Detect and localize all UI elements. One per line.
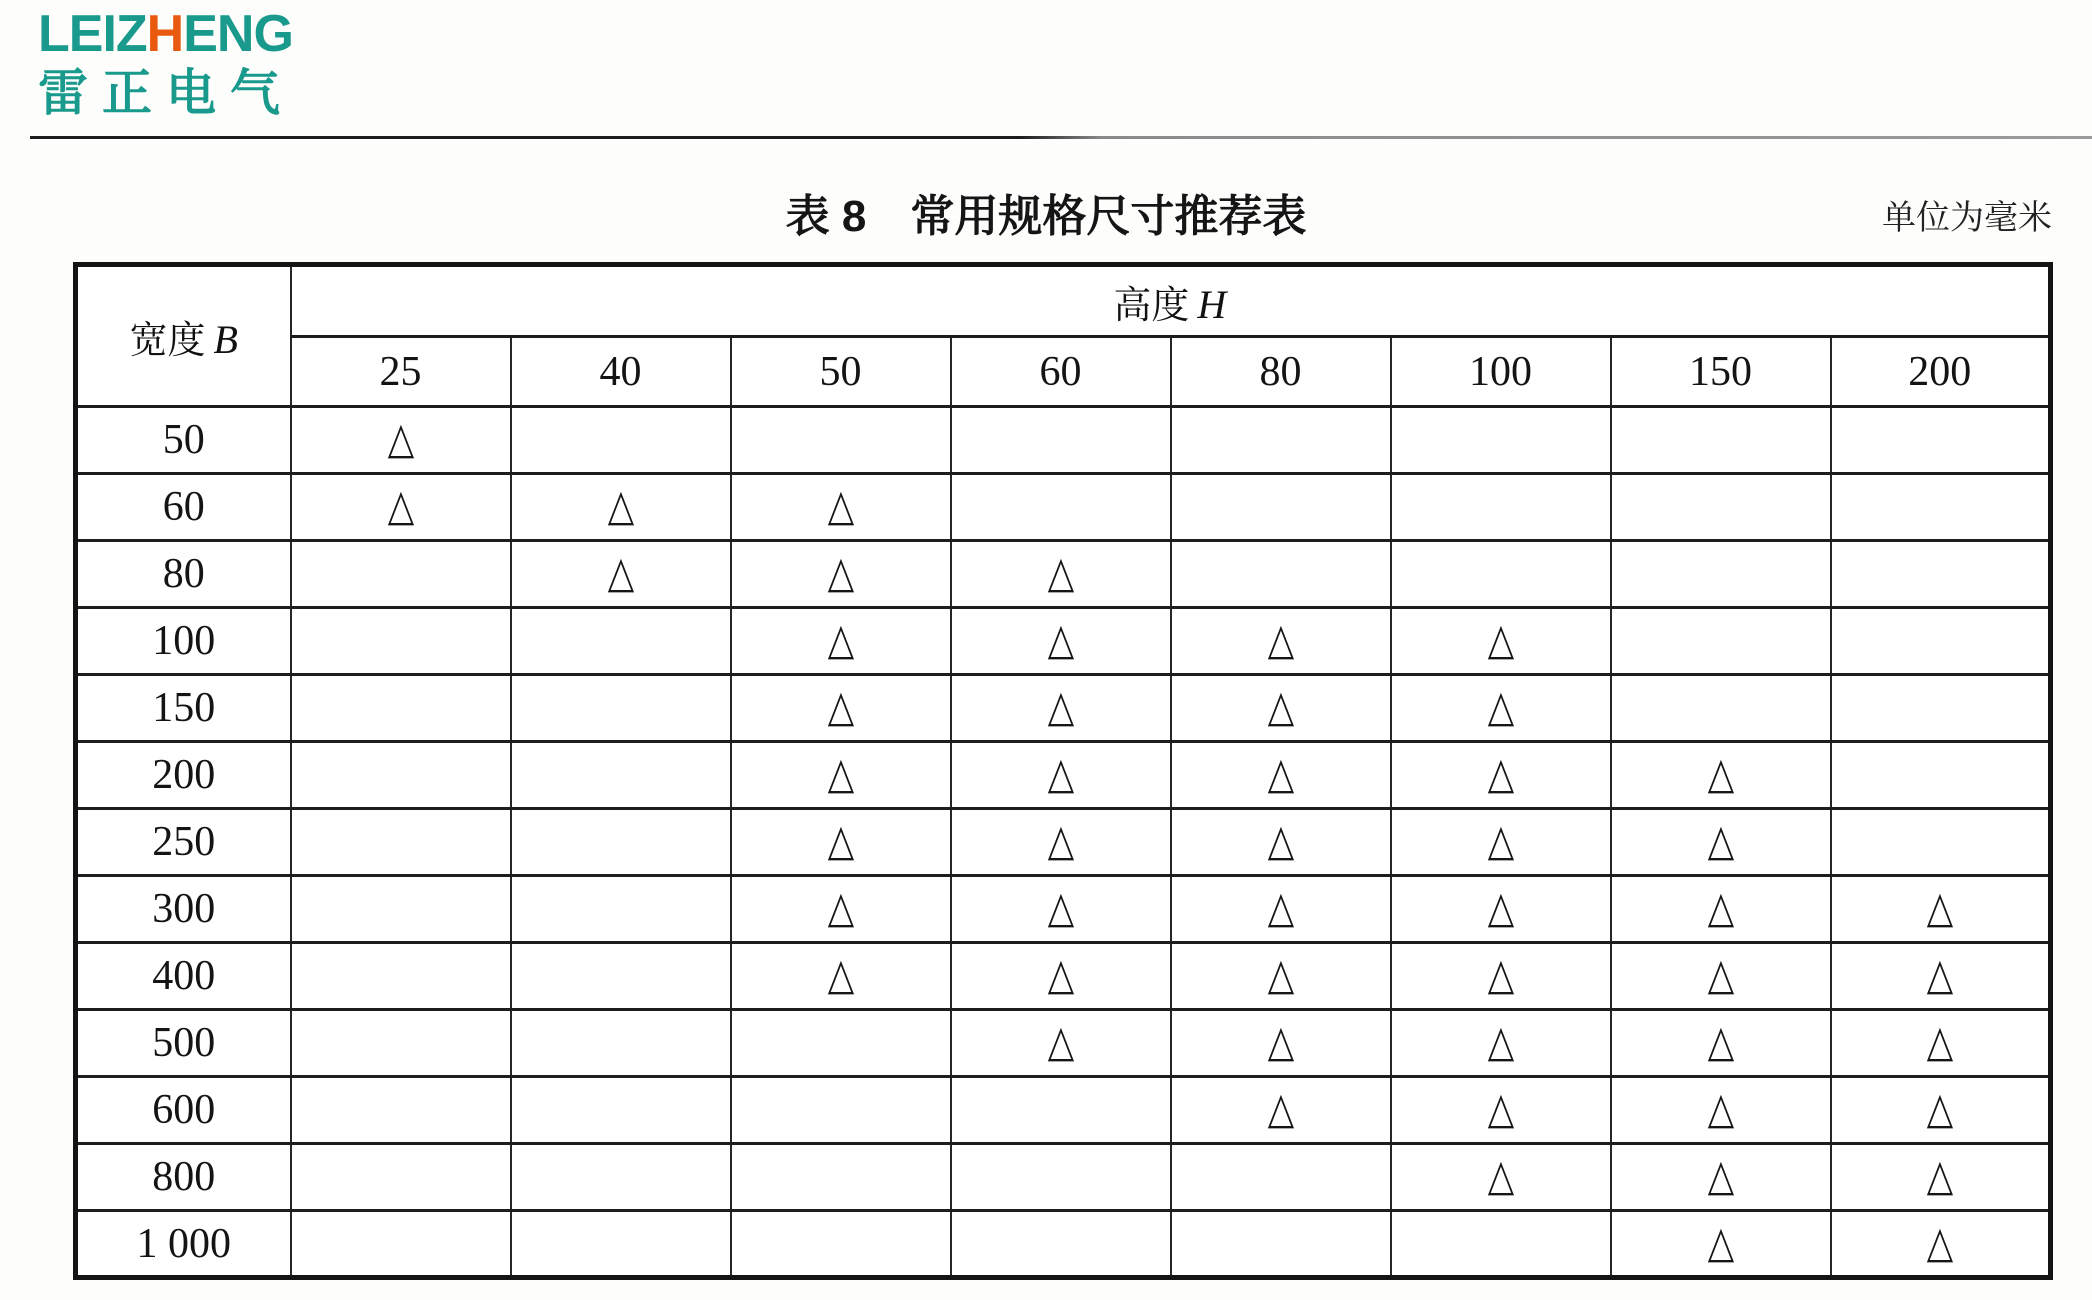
triangle-mark: △ <box>1487 1016 1514 1067</box>
triangle-mark: △ <box>1707 748 1734 799</box>
triangle-mark: △ <box>1047 614 1074 665</box>
mark-cell <box>1171 742 1391 809</box>
mark-cell <box>1171 1077 1391 1144</box>
empty-cell <box>511 1010 731 1077</box>
mark-cell <box>1391 675 1611 742</box>
empty-cell <box>1611 675 1831 742</box>
logo-wordmark <box>38 6 294 62</box>
header-row-span <box>76 265 2051 337</box>
row-label: 200 <box>76 742 291 809</box>
empty-cell <box>731 1077 951 1144</box>
triangle-mark: △ <box>387 413 414 464</box>
mark-cell <box>1171 943 1391 1010</box>
triangle-mark: △ <box>607 480 634 531</box>
empty-cell <box>1391 474 1611 541</box>
triangle-mark: △ <box>1047 748 1074 799</box>
empty-cell <box>951 407 1171 474</box>
mark-cell <box>951 675 1171 742</box>
table-row-100 <box>76 608 2051 675</box>
empty-cell <box>951 1144 1171 1211</box>
mark-cell <box>1391 1144 1611 1211</box>
triangle-mark: △ <box>1487 681 1514 732</box>
empty-cell <box>951 1211 1171 1278</box>
empty-cell <box>1831 541 2051 608</box>
triangle-mark: △ <box>1707 1150 1734 1201</box>
mark-cell <box>1831 1144 2051 1211</box>
empty-cell <box>731 1211 951 1278</box>
triangle-mark: △ <box>1487 1150 1514 1201</box>
empty-cell <box>511 608 731 675</box>
table-row-250 <box>76 809 2051 876</box>
row-label: 80 <box>76 541 291 608</box>
header-divider-line <box>30 136 2092 139</box>
logo-chinese-name: 雷正电气 <box>38 65 294 121</box>
mark-cell <box>731 608 951 675</box>
mark-cell <box>1831 1211 2051 1278</box>
triangle-mark: △ <box>827 681 854 732</box>
mark-cell <box>731 474 951 541</box>
mark-cell <box>1171 876 1391 943</box>
empty-cell <box>291 1144 511 1211</box>
mark-cell <box>1171 675 1391 742</box>
mark-cell <box>1171 608 1391 675</box>
table-row-1000 <box>76 1211 2051 1278</box>
row-label: 150 <box>76 675 291 742</box>
empty-cell <box>1171 1211 1391 1278</box>
mark-cell <box>1831 1010 2051 1077</box>
mark-cell <box>951 809 1171 876</box>
mark-cell <box>1611 1010 1831 1077</box>
triangle-mark: △ <box>387 480 414 531</box>
mark-cell <box>731 809 951 876</box>
triangle-mark: △ <box>1926 1150 1953 1201</box>
empty-cell <box>291 608 511 675</box>
triangle-mark: △ <box>1926 1016 1953 1067</box>
table-row-150 <box>76 675 2051 742</box>
triangle-mark: △ <box>1267 949 1294 1000</box>
width-variable: B <box>213 316 238 362</box>
empty-cell <box>1611 541 1831 608</box>
triangle-mark: △ <box>1707 1083 1734 1134</box>
empty-cell <box>1391 541 1611 608</box>
triangle-mark: △ <box>1707 882 1734 933</box>
mark-cell <box>731 675 951 742</box>
empty-cell <box>1171 407 1391 474</box>
col-header-50: 50 <box>731 337 951 407</box>
mark-cell <box>951 943 1171 1010</box>
empty-cell <box>511 809 731 876</box>
row-label: 100 <box>76 608 291 675</box>
empty-cell <box>1171 1144 1391 1211</box>
mark-cell <box>1391 1077 1611 1144</box>
empty-cell <box>291 809 511 876</box>
empty-cell <box>511 407 731 474</box>
triangle-mark: △ <box>1047 949 1074 1000</box>
triangle-mark: △ <box>827 614 854 665</box>
empty-cell <box>511 675 731 742</box>
mark-cell <box>951 1010 1171 1077</box>
empty-cell <box>1831 675 2051 742</box>
mark-cell <box>1611 809 1831 876</box>
width-column-header <box>76 265 291 407</box>
triangle-mark: △ <box>1487 949 1514 1000</box>
mark-cell <box>511 474 731 541</box>
mark-cell <box>1391 608 1611 675</box>
row-label: 250 <box>76 809 291 876</box>
mark-cell <box>1611 943 1831 1010</box>
table-row-300 <box>76 876 2051 943</box>
table-row-600 <box>76 1077 2051 1144</box>
col-header-100: 100 <box>1391 337 1611 407</box>
triangle-mark: △ <box>1267 815 1294 866</box>
mark-cell <box>1611 742 1831 809</box>
triangle-mark: △ <box>1487 882 1514 933</box>
mark-cell <box>951 742 1171 809</box>
triangle-mark: △ <box>1047 547 1074 598</box>
triangle-mark: △ <box>1267 748 1294 799</box>
table-row-50 <box>76 407 2051 474</box>
mark-cell <box>951 608 1171 675</box>
mark-cell <box>1391 876 1611 943</box>
triangle-mark: △ <box>1047 882 1074 933</box>
mark-cell <box>1391 1010 1611 1077</box>
empty-cell <box>291 1077 511 1144</box>
mark-cell <box>1831 876 2051 943</box>
mark-cell <box>511 541 731 608</box>
table-row-60 <box>76 474 2051 541</box>
triangle-mark: △ <box>1267 1016 1294 1067</box>
table-row-500 <box>76 1010 2051 1077</box>
empty-cell <box>1831 474 2051 541</box>
mark-cell <box>291 474 511 541</box>
row-label: 800 <box>76 1144 291 1211</box>
mark-cell <box>291 407 511 474</box>
empty-cell <box>1611 474 1831 541</box>
triangle-mark: △ <box>1267 614 1294 665</box>
mark-cell <box>1391 943 1611 1010</box>
triangle-mark: △ <box>827 949 854 1000</box>
mark-cell <box>731 541 951 608</box>
col-header-80: 80 <box>1171 337 1391 407</box>
mark-cell <box>731 876 951 943</box>
mark-cell <box>1171 1010 1391 1077</box>
triangle-mark: △ <box>1926 882 1953 933</box>
empty-cell <box>511 1211 731 1278</box>
row-label: 50 <box>76 407 291 474</box>
row-label: 1 000 <box>76 1211 291 1278</box>
empty-cell <box>291 1211 511 1278</box>
empty-cell <box>1611 407 1831 474</box>
empty-cell <box>511 1144 731 1211</box>
empty-cell <box>511 876 731 943</box>
unit-note: 单位为毫米 <box>1882 200 2052 237</box>
triangle-mark: △ <box>1487 748 1514 799</box>
triangle-mark: △ <box>1487 1083 1514 1134</box>
row-label: 600 <box>76 1077 291 1144</box>
logo-text-accent: H <box>146 5 184 63</box>
empty-cell <box>1831 608 2051 675</box>
triangle-mark: △ <box>1707 1216 1734 1268</box>
mark-cell <box>731 943 951 1010</box>
empty-cell <box>291 876 511 943</box>
triangle-mark: △ <box>1487 815 1514 866</box>
triangle-mark: △ <box>1926 1083 1953 1134</box>
table-caption: 表 8 常用规格尺寸推荐表 <box>785 192 1307 241</box>
table-row-80 <box>76 541 2051 608</box>
empty-cell <box>1171 541 1391 608</box>
empty-cell <box>1391 1211 1611 1278</box>
triangle-mark: △ <box>827 547 854 598</box>
triangle-mark: △ <box>1047 815 1074 866</box>
triangle-mark: △ <box>827 815 854 866</box>
empty-cell <box>511 1077 731 1144</box>
mark-cell <box>1831 1077 2051 1144</box>
empty-cell <box>1171 474 1391 541</box>
empty-cell <box>951 1077 1171 1144</box>
mark-cell <box>951 876 1171 943</box>
row-label: 60 <box>76 474 291 541</box>
row-label: 300 <box>76 876 291 943</box>
empty-cell <box>1391 407 1611 474</box>
triangle-mark: △ <box>827 882 854 933</box>
triangle-mark: △ <box>1267 1083 1294 1134</box>
logo-text-right: ENG <box>183 5 293 63</box>
triangle-mark: △ <box>827 748 854 799</box>
logo <box>38 6 294 124</box>
empty-cell <box>291 1010 511 1077</box>
empty-cell <box>731 1144 951 1211</box>
row-label: 400 <box>76 943 291 1010</box>
mark-cell <box>1611 1077 1831 1144</box>
height-variable: H <box>1197 281 1227 327</box>
mark-cell <box>1611 1211 1831 1278</box>
height-values-row <box>76 337 2051 407</box>
height-label: 高度 <box>1113 284 1190 327</box>
col-header-40: 40 <box>511 337 731 407</box>
triangle-mark: △ <box>1707 1016 1734 1067</box>
empty-cell <box>951 474 1171 541</box>
triangle-mark: △ <box>1487 614 1514 665</box>
triangle-mark: △ <box>1047 1016 1074 1067</box>
triangle-mark: △ <box>1707 815 1734 866</box>
mark-cell <box>1391 809 1611 876</box>
logo-text-left: LEIZ <box>38 5 147 63</box>
empty-cell <box>1831 809 2051 876</box>
triangle-mark: △ <box>607 547 634 598</box>
empty-cell <box>731 407 951 474</box>
table-row-200 <box>76 742 2051 809</box>
triangle-mark: △ <box>1267 882 1294 933</box>
empty-cell <box>291 943 511 1010</box>
triangle-mark: △ <box>1707 949 1734 1000</box>
empty-cell <box>1611 608 1831 675</box>
triangle-mark: △ <box>827 480 854 531</box>
mark-cell <box>951 541 1171 608</box>
empty-cell <box>291 675 511 742</box>
empty-cell <box>1831 742 2051 809</box>
triangle-mark: △ <box>1267 681 1294 732</box>
size-recommendation-table <box>73 262 2053 1280</box>
row-label: 500 <box>76 1010 291 1077</box>
empty-cell <box>291 742 511 809</box>
col-header-60: 60 <box>951 337 1171 407</box>
height-span-header <box>291 265 2051 337</box>
table-row-400 <box>76 943 2051 1010</box>
col-header-25: 25 <box>291 337 511 407</box>
triangle-mark: △ <box>1047 681 1074 732</box>
triangle-mark: △ <box>1926 949 1953 1000</box>
mark-cell <box>1611 1144 1831 1211</box>
empty-cell <box>731 1010 951 1077</box>
width-label: 宽度 <box>129 319 206 362</box>
mark-cell <box>1831 943 2051 1010</box>
empty-cell <box>291 541 511 608</box>
mark-cell <box>1611 876 1831 943</box>
triangle-mark: △ <box>1926 1216 1953 1268</box>
col-header-200: 200 <box>1831 337 2051 407</box>
empty-cell <box>511 943 731 1010</box>
table-row-800 <box>76 1144 2051 1211</box>
col-header-150: 150 <box>1611 337 1831 407</box>
empty-cell <box>1831 407 2051 474</box>
empty-cell <box>511 742 731 809</box>
mark-cell <box>1391 742 1611 809</box>
mark-cell <box>1171 809 1391 876</box>
mark-cell <box>731 742 951 809</box>
